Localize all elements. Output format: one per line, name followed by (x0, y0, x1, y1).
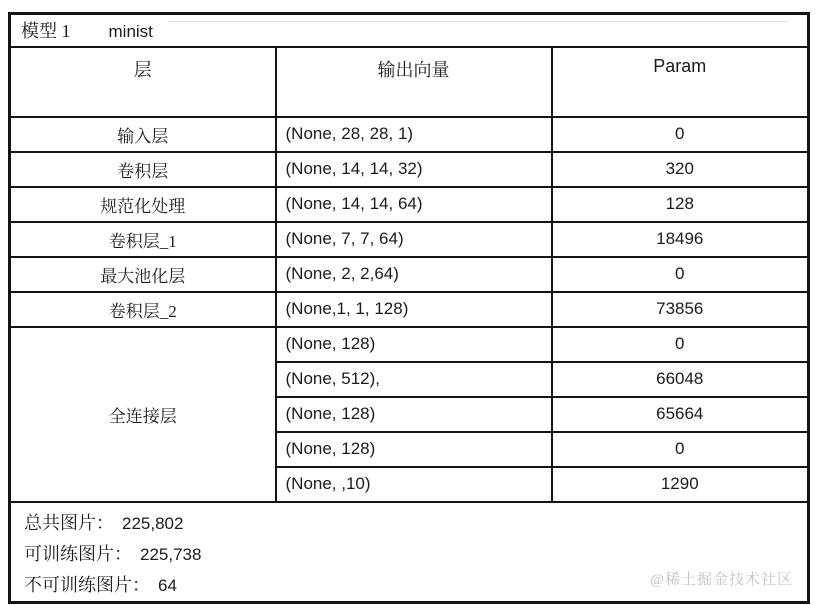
layer-name-cell: 输入层 (10, 117, 276, 152)
trainable-params-value: 225,738 (140, 544, 202, 564)
output-shape-cell: (None, 128) (276, 397, 552, 432)
output-shape-cell: (None, 128) (276, 327, 552, 362)
table-title-cell (10, 14, 809, 47)
col-header-output-vector: 输出向量 (276, 47, 552, 117)
table-row (10, 257, 809, 292)
param-count-cell: 65664 (552, 397, 809, 432)
layer-name-cell: 卷积层 (10, 152, 276, 187)
col-header-param: Param (552, 47, 809, 117)
non-trainable-params-label: 不可训练图片： (24, 574, 150, 595)
table-row (10, 117, 809, 152)
output-shape-cell: (None, 2, 2,64) (276, 257, 552, 292)
param-count-cell: 73856 (552, 292, 809, 327)
layer-name-cell: 规范化处理 (10, 187, 276, 222)
param-count-cell: 128 (552, 187, 809, 222)
output-shape-cell: (None, 7, 7, 64) (276, 222, 552, 257)
param-count-cell: 0 (552, 257, 809, 292)
param-count-cell: 18496 (552, 222, 809, 257)
output-shape-cell: (None, ,10) (276, 467, 552, 502)
model-label: 模型 1 (21, 21, 71, 42)
total-params-line (24, 508, 807, 539)
table-row (10, 222, 809, 257)
layer-name-cell: 最大池化层 (10, 257, 276, 292)
table-row (10, 327, 809, 362)
layer-name-cell: 卷积层_1 (10, 222, 276, 257)
watermark: @稀土掘金技术社区 (650, 572, 793, 588)
scan-artifact-line (168, 21, 788, 22)
param-count-cell: 320 (552, 152, 809, 187)
output-shape-cell: (None, 512), (276, 362, 552, 397)
param-count-cell: 0 (552, 327, 809, 362)
output-shape-cell: (None, 28, 28, 1) (276, 117, 552, 152)
table-title-row (10, 14, 809, 47)
layer-name-cell: 卷积层_2 (10, 292, 276, 327)
output-shape-cell: (None, 128) (276, 432, 552, 467)
output-shape-cell: (None, 14, 14, 32) (276, 152, 552, 187)
total-params-label: 总共图片： (24, 512, 114, 533)
param-count-cell: 1290 (552, 467, 809, 502)
total-params-value: 225,802 (122, 513, 184, 533)
non-trainable-params-value: 64 (158, 575, 177, 595)
param-count-cell: 66048 (552, 362, 809, 397)
param-count-cell: 0 (552, 117, 809, 152)
output-shape-cell: (None,1, 1, 128) (276, 292, 552, 327)
table-row (10, 187, 809, 222)
merged-layer-name-cell: 全连接层 (10, 327, 276, 502)
output-shape-cell: (None, 14, 14, 64) (276, 187, 552, 222)
table-row (10, 152, 809, 187)
model-name: minist (108, 22, 153, 42)
table-row (10, 292, 809, 327)
model-summary-table (8, 12, 810, 604)
param-count-cell: 0 (552, 432, 809, 467)
trainable-params-line (24, 539, 807, 570)
trainable-params-label: 可训练图片： (24, 543, 132, 564)
table-header-row (10, 47, 809, 117)
col-header-layer: 层 (10, 47, 276, 117)
